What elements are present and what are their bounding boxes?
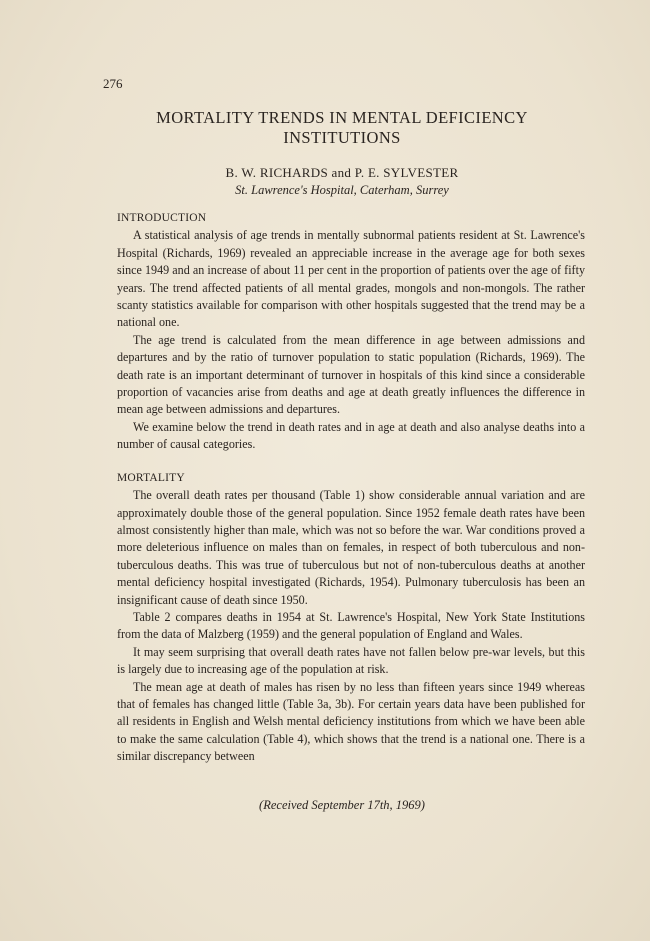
page-number: 276	[103, 76, 123, 91]
section-spacer	[117, 454, 585, 470]
article-body	[117, 210, 585, 766]
paragraph: The age trend is calculated from the mean difference in age between admissions and departures and by the ratio of turnover population to static population (Richards, 1969). The death rate is an important determinant of turnover in hospitals of this kind since a considerable proportion of vacancies arise from deaths and age at death greatly influences the difference in mean age between admissions and departures.	[117, 332, 585, 417]
paragraph: Table 2 compares deaths in 1954 at St. Lawrence's Hospital, New York State Institutions from the data of Malzberg (1959) and the general population of England and Wales.	[117, 609, 585, 642]
author-affiliation: St. Lawrence's Hospital, Caterham, Surrey	[235, 183, 449, 197]
paragraph: It may seem surprising that overall death rates have not fallen below pre-war levels, but this is largely due to increasing age of the population at risk.	[117, 644, 585, 677]
paragraph: The overall death rates per thousand (Table 1) show considerable annual variation and are approximately double those of the general population. Since 1952 female death rates have been almost consistently higher than male, which was not so before the war. War conditions proved a more deleterious influence on males than on females, in respect of both tuberculous and non-tuberculous deaths. This was true of tuberculous but not of non-tuberculous deaths at another mental deficiency hospital investigated (Richards, 1954). Pulmonary tuberculosis has been an insignificant cause of death since 1950.	[117, 488, 585, 607]
section-heading-introduction: INTRODUCTION	[117, 212, 207, 224]
section-heading-mortality: MORTALITY	[117, 471, 185, 484]
paragraph: We examine below the trend in death rates and in age at death and also analyse deaths into a number of causal categories.	[117, 419, 585, 452]
paragraph: The mean age at death of males has risen by no less than fifteen years since 1949 whereas that of females has changed little (Table 3a, 3b). For certain years data have been published for all residents in English and Welsh mental deficiency institutions from which we have been able to make the same calculation (Table 4), which shows that the trend is a national one. There is a similar discrepancy between	[117, 679, 585, 764]
article-title: MORTALITY TRENDS IN MENTAL DEFICIENCY INSTITUTIONS	[156, 108, 528, 147]
article-authors: B. W. RICHARDS and P. E. SYLVESTER	[225, 165, 459, 180]
received-date: (Received September 17th, 1969)	[259, 798, 425, 812]
paragraph: A statistical analysis of age trends in mentally subnormal patients resident at St. Lawrence's Hospital (Richards, 1969) revealed an appreciable increase in the average age for both sexes since 1949 and an increase of about 11 per cent in the proportion of patients over the age of fifty years. The trend affected patients of all mental grades, mongols and non-mongols. The rather scanty statistics available for comparison with other hospitals suggested that the trend may be a national one.	[117, 228, 585, 330]
